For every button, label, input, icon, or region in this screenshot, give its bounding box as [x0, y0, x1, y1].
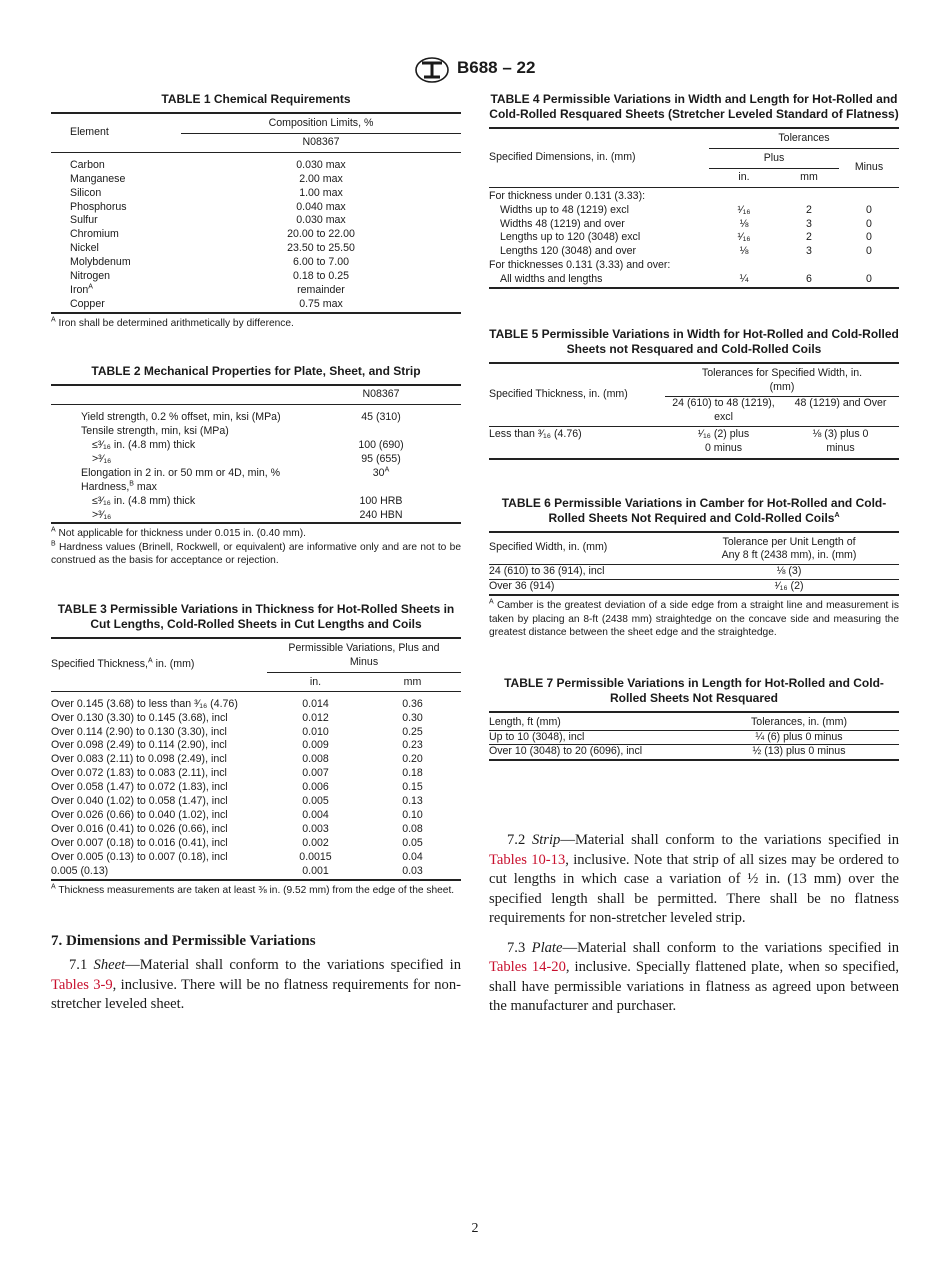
t7-col-len: Length, ft (mm): [489, 715, 561, 728]
table-row: Chromium 20.00 to 22.00: [70, 228, 355, 241]
t4-col-spec: Specified Dimensions, in. (mm): [489, 150, 636, 163]
table-row: Over 0.007 (0.18) to 0.016 (0.41), incl 0.002 0.05: [51, 836, 423, 849]
table-row: Over 0.058 (1.47) to 0.072 (1.83), incl 0.006 0.15: [51, 781, 423, 794]
page-number: 2: [471, 1221, 479, 1236]
table-row: Less than ³⁄₁₆ (4.76) ¹⁄₁₆ (2) plus 0 minus ⅛ (3) plus 0 minus: [489, 426, 899, 458]
t4-col-plus: Plus: [709, 148, 839, 168]
table-4-title: TABLE 4 Permissible Variations in Width and Length for Hot-Rolled and Cold-Rolled Resquared Sheets (Stretcher Leveled Standard of Flatness): [489, 92, 899, 121]
table-row: For thicknesses 0.131 (3.33) and over:: [489, 259, 671, 272]
table-row: Over 0.026 (0.66) to 0.040 (1.02), incl 0.004 0.10: [51, 809, 423, 821]
t5-col-a: 24 (610) to 48 (1219), excl: [672, 396, 775, 423]
t3-col-mm: mm: [403, 675, 422, 688]
t7-col-tol: Tolerances, in. (mm): [751, 715, 847, 728]
t4-col-minus: Minus: [854, 160, 884, 173]
section-7-heading: 7. Dimensions and Permissible Variations: [51, 933, 316, 950]
table-6-title: TABLE 6 Permissible Variations in Camber for Hot-Rolled and Cold-Rolled Sheets Not Required and Cold-Rolled Coils$^A$: [501, 495, 887, 525]
table-row: Over 0.016 (0.41) to 0.026 (0.66), incl 0.003 0.08: [51, 822, 423, 835]
table-1-title: TABLE 1 Chemical Requirements: [161, 92, 351, 106]
table-2-footnote-b: $^B$ Hardness values (Brinell, Rockwell, or equivalent) are informative only and are not to be construed as the basis for acceptance or rejection.: [51, 540, 461, 567]
tables-3-9-link[interactable]: Tables 3-9: [51, 976, 113, 993]
section-7-3: 7.3 Plate—Material shall conform to the variations specified in Tables 14-20, inclusive. Specially flattened plate, when so specified, shall have permissible variations in flatness as agreed upon between the manufacturer and purchaser.: [489, 939, 899, 1015]
table-row: 0.005 (0.13) 0.001 0.03: [51, 865, 461, 880]
t3-col-perm: Permissible Variations, Plus and Minus: [267, 638, 461, 672]
table-row: Widths up to 48 (1219) excl ¹⁄₁₆ 2 0: [500, 203, 872, 216]
table-row: >³⁄₁₆ 95 (655): [92, 452, 401, 465]
table-row: Up to 10 (3048), incl ¼ (6) plus 0 minus: [489, 730, 899, 745]
table-row: Over 36 (914) ¹⁄₁₆ (2): [489, 580, 899, 595]
table-3: [51, 637, 461, 881]
t4-col-in: in.: [738, 170, 750, 183]
right-column: [489, 92, 899, 1017]
table-2-title: TABLE 2 Mechanical Properties for Plate, Sheet, and Strip: [91, 364, 421, 379]
table-3-title: TABLE 3 Permissible Variations in Thickness for Hot-Rolled Sheets in Cut Lengths, Cold-Rolled Sheets in Cut Lengths and Coils: [57, 601, 455, 631]
t5-col-spec: Specified Thickness, in. (mm): [489, 387, 628, 400]
table-row: Over 10 (3048) to 20 (6096), incl ½ (13) plus 0 minus: [489, 745, 899, 760]
table-row: Phosphorus 0.040 max: [70, 200, 346, 213]
t3-col-spec: Specified Thickness,$^A$ in. (mm): [51, 657, 195, 670]
table-row: Carbon 0.030 max: [70, 158, 346, 171]
t4-col-tol: Tolerances: [709, 128, 899, 148]
table-2: [51, 384, 461, 524]
table-row: Over 0.114 (2.90) to 0.130 (3.30), incl 0.010 0.25: [51, 725, 423, 738]
table-6-footnote: $^A$ Camber is the greatest deviation of a side edge from a straight line and measurement is taken by placing an 8-ft (2438 mm) straightedge on the concave side and measuring the greatest distance between the sheet edge and the straightedge.: [489, 598, 899, 639]
table-row: For thickness under 0.131 (3.33):: [489, 189, 646, 202]
table-row: ≤³⁄₁₆ in. (4.8 mm) thick 100 HRB: [92, 494, 403, 507]
table-row: Manganese 2.00 max: [70, 172, 343, 185]
table-row: Nitrogen 0.18 to 0.25: [70, 270, 349, 283]
table-5: [489, 362, 899, 459]
page-header: [0, 57, 950, 83]
table-row: Over 0.083 (2.11) to 0.098 (2.49), incl 0.008 0.20: [51, 753, 423, 766]
table-row: Sulfur 0.030 max: [70, 214, 346, 227]
table-row: Over 0.098 (2.49) to 0.114 (2.90), incl 0.009 0.23: [51, 739, 423, 752]
table-row: Lengths 120 (3048) and over ⅛ 3 0: [500, 245, 872, 258]
tables-14-20-link[interactable]: Tables 14-20: [489, 959, 566, 976]
t5-col-b: 48 (1219) and Over: [794, 396, 887, 409]
t5-col-tol: Tolerances for Specified Width, in. (mm): [665, 363, 899, 396]
table-row: Over 0.145 (3.68) to less than ³⁄₁₆ (4.76) 0.014 0.36: [51, 697, 423, 710]
table-row: Iron$^A$ remainder: [70, 283, 345, 296]
section-7-1: 7.1 Sheet—Material shall conform to the variations specified in Tables 3-9, inclusive. There will be no flatness requirements for non-stretcher leveled sheet.: [51, 957, 462, 1013]
astm-logo-icon: [415, 57, 449, 83]
table-row: Over 0.072 (1.83) to 0.083 (2.11), incl 0.007 0.18: [51, 767, 423, 780]
t3-col-in: in.: [309, 675, 322, 688]
table-row: Copper 0.75 max: [51, 298, 461, 313]
table-row: Over 0.040 (1.02) to 0.058 (1.47), incl 0.005 0.13: [51, 795, 423, 808]
table-row: 24 (610) to 36 (914), incl ⅛ (3): [489, 565, 899, 580]
table-1: [51, 112, 461, 314]
t6-col-spec: Specified Width, in. (mm): [489, 541, 608, 554]
table-row: Lengths up to 120 (3048) excl ¹⁄₁₆ 2 0: [500, 231, 872, 244]
table-row: Molybdenum 6.00 to 7.00: [70, 256, 349, 269]
table-row: Elongation in 2 in. or 50 mm or 4D, min, % $30^A$: [81, 466, 390, 479]
left-column: [51, 92, 461, 1015]
table-row: All widths and lengths ¼ 6 0: [489, 273, 899, 288]
table-4: [489, 127, 899, 289]
section-7-2: 7.2 Strip—Material shall conform to the variations specified in Tables 10-13, inclusive. Note that strip of all sizes may be ordered to cut lengths in which case a variation of ½ in. (13 mm) over the specified length shall be permitted. There shall be no flatness requirements for non-stretcher leveled strip.: [489, 832, 899, 927]
standard-designation: B688 – 22: [457, 58, 536, 77]
table-row: >³⁄₁₆ 240 HBN: [51, 509, 461, 524]
t6-col-tol: Tolerance per Unit Length of Any 8 ft (2438 mm), in. (mm): [721, 535, 857, 562]
table-5-title: TABLE 5 Permissible Variations in Width for Hot-Rolled and Cold-Rolled Sheets not Resquared and Cold-Rolled Coils: [489, 327, 899, 357]
t2-col-uns: N08367: [362, 388, 400, 401]
table-row: Hardness,$^B$ max: [81, 480, 157, 493]
t4-col-mm: mm: [800, 170, 818, 183]
table-row: Over 0.005 (0.13) to 0.007 (0.18), incl 0.0015 0.04: [51, 850, 423, 863]
table-1-footnote: $^A$ Iron shall be determined arithmetically by difference.: [51, 316, 294, 329]
table-row: Nickel 23.50 to 25.50: [70, 242, 355, 255]
t1-col-element: Element: [70, 125, 109, 138]
t1-col-limits: Composition Limits, %: [181, 113, 461, 133]
table-2-footnote-a: $^A$ Not applicable for thickness under 0.015 in. (0.40 mm).: [51, 527, 306, 540]
table-row: Silicon 1.00 max: [70, 186, 343, 199]
table-6: [489, 531, 899, 597]
t1-col-uns: N08367: [302, 135, 340, 148]
tables-10-13-link[interactable]: Tables 10-13: [489, 851, 566, 868]
table-row: Widths 48 (1219) and over ⅛ 3 0: [500, 217, 872, 230]
table-3-footnote: $^A$ Thickness measurements are taken at least ⅜ in. (9.52 mm) from the edge of the sheet.: [51, 883, 455, 896]
table-7: [489, 711, 899, 762]
table-row: Tensile strength, min, ksi (MPa): [81, 425, 229, 438]
table-7-title: TABLE 7 Permissible Variations in Length for Hot-Rolled and Cold-Rolled Sheets Not Resquared: [504, 675, 884, 705]
table-row: Yield strength, 0.2 % offset, min, ksi (MPa) 45 (310): [81, 411, 401, 424]
table-row: Over 0.130 (3.30) to 0.145 (3.68), incl 0.012 0.30: [51, 711, 423, 724]
table-row: ≤³⁄₁₆ in. (4.8 mm) thick 100 (690): [92, 439, 404, 451]
